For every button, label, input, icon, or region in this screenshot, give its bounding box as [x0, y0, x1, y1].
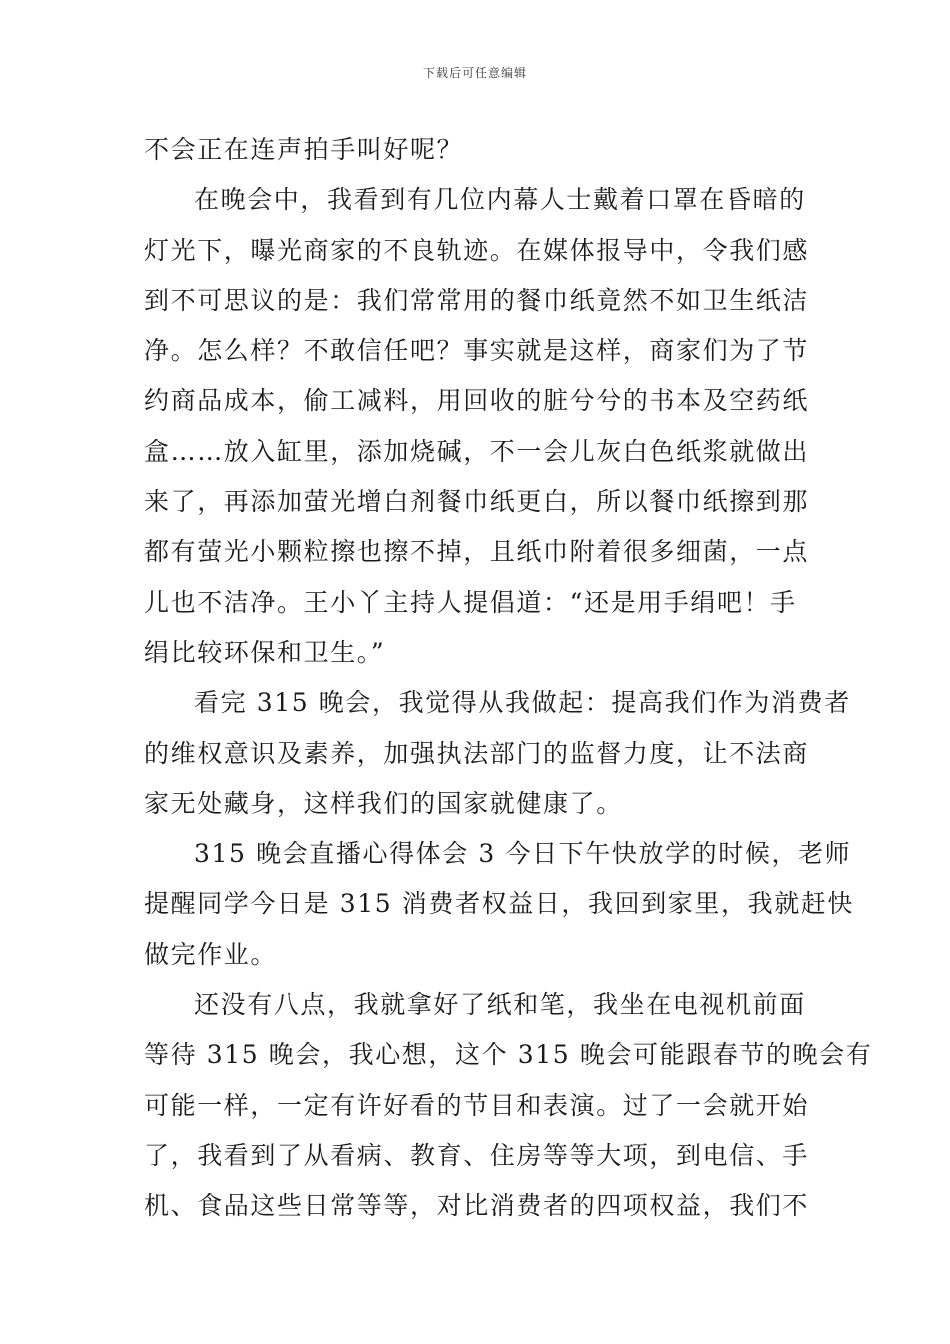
- text-line: 的维权意识及素养，加强执法部门的监督力度，让不法商: [144, 738, 810, 768]
- text-line: 来了，再添加萤光增白剂餐巾纸更白，所以餐巾纸擦到那: [144, 487, 810, 517]
- text-line: 儿也不洁净。王小丫主持人提倡道：“还是用手绢吧！手: [144, 587, 797, 617]
- text-line: 等待 315 晚会，我心想，这个 315 晚会可能跟春节的晚会有: [144, 1040, 873, 1070]
- paragraph-start-line: 看完 315 晚会，我觉得从我做起：提高我们作为消费者: [194, 688, 851, 718]
- paragraph-start-line: 在晚会中，我看到有几位内幕人士戴着口罩在昏暗的: [194, 185, 806, 215]
- text-line: 机、食品这些日常等等，对比消费者的四项权益，我们不: [144, 1191, 810, 1221]
- page-header-note: 下载后可任意编辑: [422, 66, 527, 80]
- text-line: 盒……放入缸里，添加烧碱，不一会儿灰白色纸浆就做出: [144, 436, 810, 466]
- text-line: 约商品成本，偷工减料，用回收的脏兮兮的书本及空药纸: [144, 386, 810, 416]
- paragraph-start-line: 315 晚会直播心得体会 3 今日下午快放学的时候，老师: [194, 839, 852, 869]
- text-line: 提醒同学今日是 315 消费者权益日，我回到家里，我就赶快: [144, 889, 855, 919]
- text-line: 到不可思议的是：我们常常用的餐巾纸竟然不如卫生纸洁: [144, 285, 810, 315]
- text-line: 灯光下，曝光商家的不良轨迹。在媒体报导中，令我们感: [144, 235, 810, 265]
- text-line: 了，我看到了从看病、教育、住房等等大项，到电信、手: [144, 1140, 810, 1170]
- text-line: 家无处藏身，这样我们的国家就健康了。: [144, 788, 623, 818]
- text-line: 做完作业。: [144, 939, 278, 969]
- paragraph-start-line: 还没有八点，我就拿好了纸和笔，我坐在电视机前面: [194, 990, 806, 1020]
- document-body: [144, 125, 873, 1232]
- text-line: 都有萤光小颗粒擦也擦不掉，且纸巾附着很多细菌，一点: [144, 537, 810, 567]
- text-line: 可能一样，一定有许好看的节目和表演。过了一会就开始: [144, 1090, 810, 1120]
- text-line: 不会正在连声拍手叫好呢？: [144, 135, 464, 164]
- text-line: 净。怎么样？不敢信任吧？事实就是这样，商家们为了节: [144, 336, 810, 366]
- text-line: 绢比较环保和卫生。”: [144, 637, 386, 667]
